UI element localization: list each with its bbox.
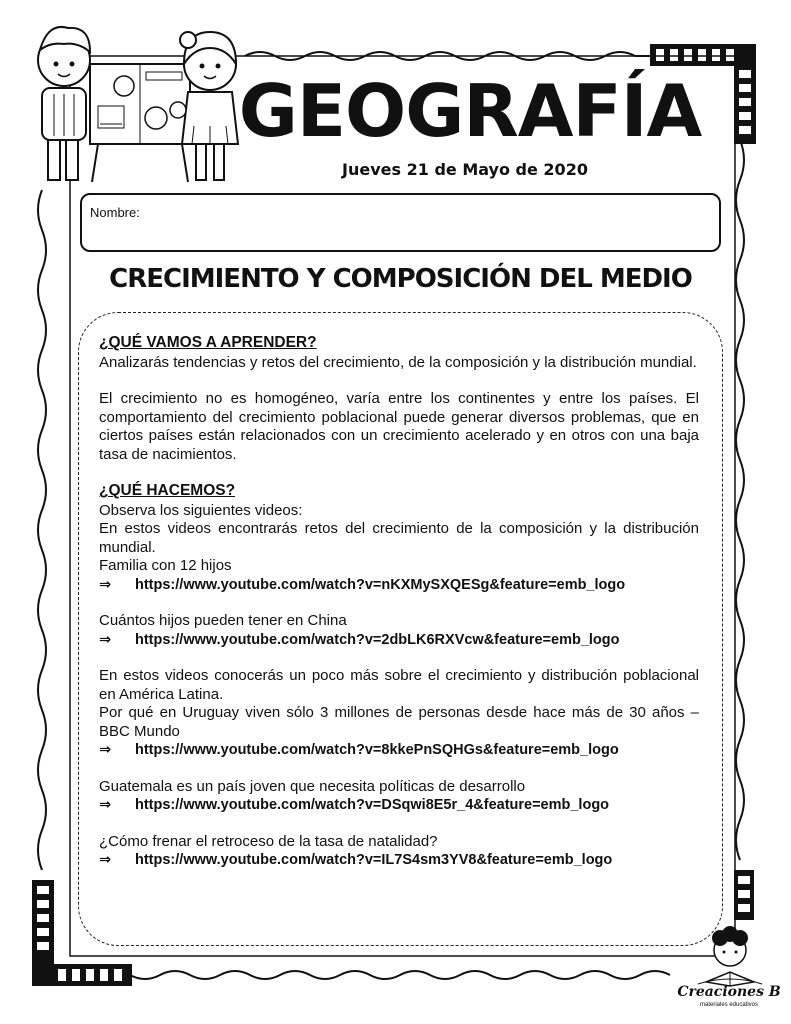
video-title-5: ¿Cómo frenar el retroceso de la tasa de natalidad? <box>99 832 438 850</box>
video-title-3: Por qué en Uruguay viven sólo 3 millones de personas desde hace más de 30 años – BBC Mundo <box>99 704 699 740</box>
logo-name: Creaciones B <box>677 984 781 1000</box>
video-link-row-4 <box>99 796 699 815</box>
intro-latin-america: En estos videos conocerás un poco más sobre el crecimiento y distribución poblacional en América Latina. <box>99 667 699 703</box>
paragraph-context: El crecimiento no es homogéneo, varía entre los continentes y entre los países. El comportamiento del crecimiento poblacional puede generar diversos problemas, que en ciertos países están relacionados con un crecimiento acelerado y en otros con una baja tasa de nacimientos. <box>99 390 699 463</box>
video-link-1[interactable]: https://www.youtube.com/watch?v=nKXMySXQESg&feature=emb_logo <box>135 576 626 593</box>
arrow-icon: ⇒ <box>99 631 112 648</box>
page-title: GEOGRAFÍA <box>238 69 702 153</box>
arrow-icon: ⇒ <box>99 797 112 813</box>
content <box>99 334 699 870</box>
section-heading-aprender: ¿QUÉ VAMOS A APRENDER? <box>99 334 317 351</box>
children-presenting-planets-icon <box>28 14 248 186</box>
topic-title: CRECIMIENTO Y COMPOSICIÓN DEL MEDIO <box>109 264 692 294</box>
name-field[interactable] <box>80 193 721 252</box>
video-link-row-1 <box>99 576 699 595</box>
video-link-3[interactable]: https://www.youtube.com/watch?v=8kkePnSQHGs&feature=emb_logo <box>135 742 619 758</box>
video-title-2: Cuántos hijos pueden tener en China <box>99 612 347 629</box>
arrow-icon: ⇒ <box>99 852 112 868</box>
video-link-5[interactable]: https://www.youtube.com/watch?v=IL7S4sm3YV8&feature=emb_logo <box>135 852 613 868</box>
video-link-row-2 <box>99 631 699 650</box>
video-link-2[interactable]: https://www.youtube.com/watch?v=2dbLK6RXVcw&feature=emb_logo <box>135 631 620 648</box>
section-heading-hacemos: ¿QUÉ HACEMOS? <box>99 482 236 499</box>
video-title-4: Guatemala es un país joven que necesita políticas de desarrollo <box>99 777 526 795</box>
logo-subtitle: materiales educativos <box>699 1002 759 1008</box>
video-title-1: Familia con 12 hijos <box>99 557 232 574</box>
date-label: Jueves 21 de Mayo de 2020 <box>342 160 588 179</box>
paragraph-objective: Analizarás tendencias y retos del crecimiento, de la composición y la distribución mundial. <box>99 353 697 371</box>
video-link-4[interactable]: https://www.youtube.com/watch?v=DSqwi8E5r_4&feature=emb_logo <box>135 797 610 813</box>
video-link-row-3 <box>99 741 699 760</box>
video-link-row-5 <box>99 851 699 870</box>
arrow-icon: ⇒ <box>99 576 112 593</box>
name-label: Nombre: <box>90 205 140 220</box>
intro-videos: En estos videos encontrarás retos del crecimiento de la composición y la distribución mundial. <box>99 520 699 556</box>
arrow-icon: ⇒ <box>99 742 112 758</box>
intro-observe: Observa los siguientes videos: <box>99 501 303 519</box>
